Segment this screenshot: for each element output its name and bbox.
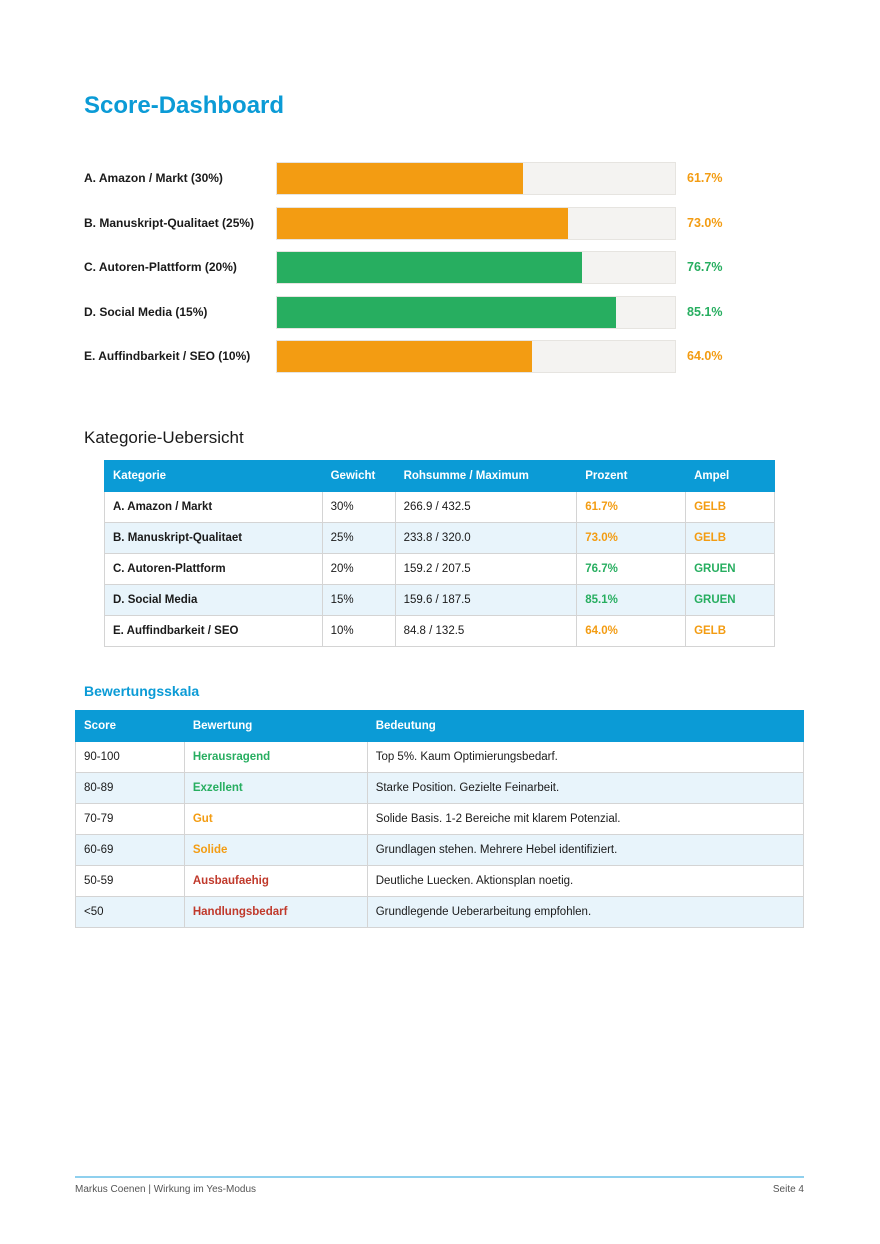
category-table-row [105,523,775,554]
category-cell-percent: 85.1% [577,585,686,616]
scale-cell-score: 60-69 [76,835,185,866]
score-bar-track [276,207,676,240]
category-cell-weight: 30% [322,492,395,523]
column-header-bewertung: Bewertung [184,711,367,742]
scale-cell-score: 80-89 [76,773,185,804]
score-bar-label: B. Manuskript-Qualitaet (25%) [84,215,255,230]
score-bar-fill [277,297,616,328]
scale-cell-rating: Handlungsbedarf [184,897,367,928]
category-cell-status: GELB [686,616,775,647]
score-bar-track [276,162,676,195]
column-header-bedeutung: Bedeutung [367,711,803,742]
scale-cell-meaning: Starke Position. Gezielte Feinarbeit. [367,773,803,804]
score-bar-row [84,340,784,373]
column-header-score: Score [76,711,185,742]
category-table-row [105,492,775,523]
score-bar-value: 64.0% [687,349,723,363]
category-cell-percent: 64.0% [577,616,686,647]
category-cell-raw-sum: 159.6 / 187.5 [395,585,577,616]
scale-cell-meaning: Deutliche Luecken. Aktionsplan noetig. [367,866,803,897]
score-bar-label: E. Auffindbarkeit / SEO (10%) [84,349,251,363]
score-bar-label: A. Amazon / Markt (30%) [84,171,223,185]
scale-cell-rating: Gut [184,804,367,835]
scale-table-header-row [76,711,804,742]
category-cell-status: GRUEN [686,554,775,585]
category-section-heading: Kategorie-Uebersicht [84,428,244,447]
footer-divider [75,1176,804,1178]
category-table-row [105,616,775,647]
scale-table-row [76,773,804,804]
score-bar-value: 76.7% [687,260,723,274]
category-cell-raw-sum: 84.8 / 132.5 [395,616,577,647]
category-table [104,460,775,647]
category-cell-weight: 20% [322,554,395,585]
category-cell-status: GELB [686,523,775,554]
page-title: Score-Dashboard [84,92,285,119]
category-cell-raw-sum: 233.8 / 320.0 [395,523,577,554]
score-bar-chart [84,162,784,385]
scale-table-row [76,897,804,928]
category-cell-name: C. Autoren-Plattform [105,554,323,585]
category-cell-name: A. Amazon / Markt [105,492,323,523]
category-cell-percent: 73.0% [577,523,686,554]
scale-table-row [76,866,804,897]
category-cell-weight: 15% [322,585,395,616]
score-bar-label: C. Autoren-Plattform (20%) [84,260,237,274]
score-bar-value: 73.0% [687,215,723,230]
column-header-gewicht: Gewicht [322,461,395,492]
scale-cell-score: 50-59 [76,866,185,897]
category-cell-percent: 76.7% [577,554,686,585]
category-cell-name: B. Manuskript-Qualitaet [105,523,323,554]
score-bar-row [84,296,784,329]
score-bar-label: D. Social Media (15%) [84,304,208,319]
score-bar-fill [277,208,568,239]
category-table-row [105,585,775,616]
footer-page-number: Seite 4 [772,1184,804,1195]
category-cell-percent: 61.7% [577,492,686,523]
score-bar-track [276,251,676,284]
score-bar-fill [277,341,532,372]
scale-table-row [76,742,804,773]
category-cell-raw-sum: 159.2 / 207.5 [395,554,577,585]
score-bar-value: 61.7% [687,171,723,185]
score-bar-track [276,340,676,373]
category-cell-weight: 25% [322,523,395,554]
category-cell-weight: 10% [322,616,395,647]
scale-table-row [76,804,804,835]
score-bar-row [84,207,784,240]
scale-table-row [76,835,804,866]
score-bar-fill [277,252,582,283]
score-bar-track [276,296,676,329]
category-cell-name: E. Auffindbarkeit / SEO [105,616,323,647]
footer-author: Markus Coenen | Wirkung im Yes-Modus [75,1184,257,1195]
scale-cell-rating: Exzellent [184,773,367,804]
category-table-row [105,554,775,585]
column-header-ampel: Ampel [686,461,775,492]
score-bar-row [84,162,784,195]
scale-cell-meaning: Top 5%. Kaum Optimierungsbedarf. [367,742,803,773]
scale-cell-meaning: Grundlegende Ueberarbeitung empfohlen. [367,897,803,928]
scale-cell-score: 90-100 [76,742,185,773]
scale-section-heading: Bewertungsskala [84,683,200,699]
scale-cell-meaning: Solide Basis. 1-2 Bereiche mit klarem Potenzial. [367,804,803,835]
scale-cell-rating: Herausragend [184,742,367,773]
category-cell-name: D. Social Media [105,585,323,616]
score-bar-value: 85.1% [687,304,723,319]
column-header-rohsumme: Rohsumme / Maximum [395,461,577,492]
scale-cell-meaning: Grundlagen stehen. Mehrere Hebel identifiziert. [367,835,803,866]
category-cell-status: GRUEN [686,585,775,616]
scale-cell-score: <50 [76,897,185,928]
rating-scale-table [75,710,804,928]
scale-cell-rating: Solide [184,835,367,866]
category-cell-status: GELB [686,492,775,523]
category-table-header-row [105,461,775,492]
column-header-prozent: Prozent [577,461,686,492]
category-cell-raw-sum: 266.9 / 432.5 [395,492,577,523]
score-bar-fill [277,163,523,194]
column-header-kategorie: Kategorie [105,461,323,492]
scale-cell-rating: Ausbaufaehig [184,866,367,897]
score-bar-row [84,251,784,284]
scale-cell-score: 70-79 [76,804,185,835]
